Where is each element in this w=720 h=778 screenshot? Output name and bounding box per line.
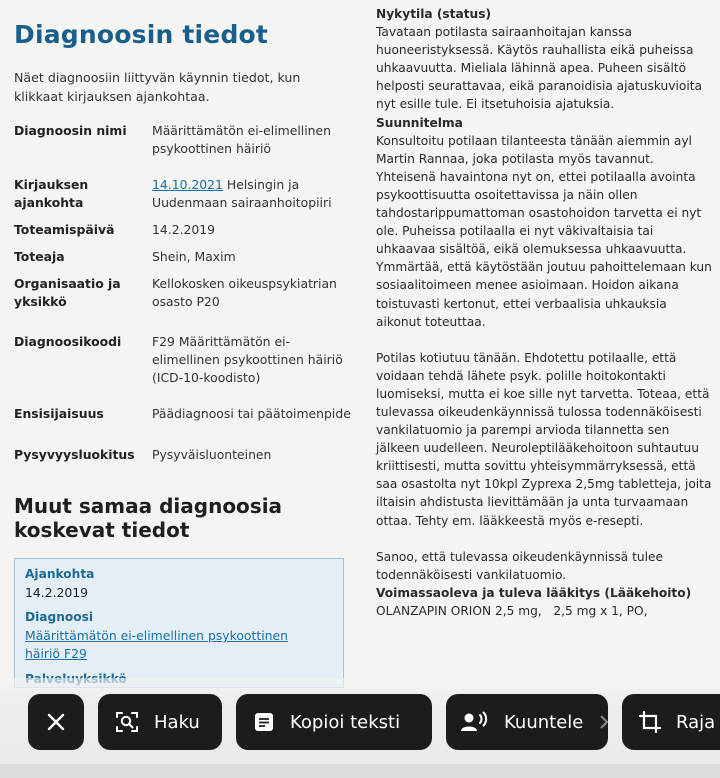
field-label: Toteaja <box>14 249 65 264</box>
listen-button[interactable] <box>446 694 608 750</box>
page-title: Diagnoosin tiedot <box>14 20 269 49</box>
card-diagnosis-label: Diagnoosi <box>25 610 94 624</box>
field-label: Ensisijaisuus <box>14 406 104 421</box>
card-date-label: Ajankohta <box>25 567 95 581</box>
card-diagnosis-value <box>25 627 325 663</box>
close-icon <box>45 711 67 733</box>
system-nav-bar <box>0 764 720 778</box>
field-label: Diagnoosikoodi <box>14 334 122 349</box>
crop-button[interactable] <box>622 694 720 750</box>
lens-search-icon <box>114 709 140 735</box>
copy-text-label: Kopioi teksti <box>290 711 401 733</box>
field-value: Määrittämätön ei-elimellinen psykoottinen häiriö <box>152 123 332 156</box>
section-title: Muut samaa diagnoosia koskevat tiedot <box>14 494 283 542</box>
field-label: Organisaatio ja yksikkö <box>14 276 121 309</box>
medication-name: OLANZAPIN ORION 2,5 mg, <box>376 603 542 618</box>
card-date-value: 14.2.2019 <box>25 585 89 600</box>
lens-toolbar <box>0 678 720 778</box>
field-value: Pysyväisluonteinen <box>152 447 272 462</box>
listen-icon <box>460 710 490 734</box>
medication-row <box>376 602 712 620</box>
plan-text: Konsultoitu potilaan tilanteesta tänään aiemmin ayl Martin Rannaa, joka potilasta myös tavannut. Yhteisenä havaintona nyt on, ettei potilaalla avointa psykoottisuutta osoitettavissa ja näin ollen tahdostarippumattoman osastohoidon tarvetta ei nyt ole. Puheissa potilaalla ei nyt väkivaltaisia tai uhkaavaa sisältöä, eikä olemuksessa uhkaavuutta. Ymmärtää, että käytöstään joutuu pahoittelemaan kun sosiaalitoimeen menee asioimaan. Hoidon aikana toistuvasti kertonut, ettei verbaalisia uhkauksia aikonut toteuttaa. <box>376 133 712 329</box>
chevron-right-icon <box>598 714 610 730</box>
field-value: Päädiagnoosi tai päätoimenpide <box>152 406 351 421</box>
related-diagnosis-card[interactable] <box>14 558 344 688</box>
intro-text: Näet diagnoosiin liittyvän käynnin tiedot, kun klikkaat kirjauksen ajankohtaa. <box>14 70 301 104</box>
card-diagnosis-link[interactable]: Määrittämätön ei-elimellinen psykoottinen häiriö F29 <box>25 628 288 661</box>
entry-date-link[interactable]: 14.10.2021 <box>152 177 223 192</box>
court-text: Sanoo, että tulevassa oikeudenkäynnissä tulee todennäköisesti vankilatuomio. <box>376 549 664 582</box>
field-value: Shein, Maxim <box>152 249 236 264</box>
visit-notes <box>376 0 712 620</box>
field-label: Pysyvyysluokitus <box>14 447 135 462</box>
search-label: Haku <box>154 711 200 733</box>
entry-org: Helsingin ja Uudenmaan sairaanhoitopiiri <box>152 177 332 210</box>
field-value: Kellokosken oikeuspsykiatrian osasto P20 <box>152 276 337 309</box>
medication-heading: Voimassaoleva ja tuleva lääkitys (Lääkehoito) <box>376 585 692 600</box>
status-heading: Nykytila (status) <box>376 7 492 21</box>
medication-dose: 2,5 mg x 1, PO, <box>553 603 648 618</box>
crop-icon <box>638 710 662 734</box>
discharge-text: Potilas kotiutuu tänään. Ehdotettu potilaalle, että voidaan tehdä lähete psyk. polille hoitokontakti luomiseksi, mutta ei koe sille nyt tarvetta. Toteaa, että tulevassa oikeudenkäynnissä tulossa todennäköisesti vankilatuomio ja parempi arvioda tilannetta sen jälkeen uudelleen. Neuroleptilääkehoitoon suhtautuu kriittisesti, mutta sovittu yhteisymmärryksessä, että saa osastolta nyt 10kpl Zyprexa 2,5mg tabletteja, joita iltaisin ahdistusta lievittämään ja unta turvaamaan ottaa. Tehty em. lääkkeestä myös e-resepti. <box>376 350 712 528</box>
copy-text-icon <box>252 710 276 734</box>
close-button[interactable] <box>28 694 84 750</box>
search-button[interactable] <box>98 694 222 750</box>
field-label: Diagnoosin nimi <box>14 123 127 138</box>
field-value: 14.2.2019 <box>152 222 216 237</box>
field-label: Kirjauksen ajankohta <box>14 177 89 210</box>
copy-text-button[interactable] <box>236 694 432 750</box>
status-text: Tavataan potilasta sairaanhoitajan kanssa huoneeristyksessä. Käytös rauhallista eikä puheissa uhkaavuutta. Mieliala lähinnä apea. Puheen sisältö helposti seurattavaa, eikä paranoidisia ajatuskuvioita nyt esille tule. Ei itsetuhoisia ajatuksia. <box>376 25 702 112</box>
field-value <box>152 176 352 212</box>
field-label: Toteamispäivä <box>14 222 115 237</box>
plan-heading: Suunnitelma <box>376 115 463 130</box>
listen-label: Kuuntele <box>504 711 584 733</box>
field-value: F29 Määrittämätön ei-elimellinen psykoottinen häiriö (ICD-10-koodisto) <box>152 334 343 385</box>
crop-label: Raja <box>676 711 716 733</box>
